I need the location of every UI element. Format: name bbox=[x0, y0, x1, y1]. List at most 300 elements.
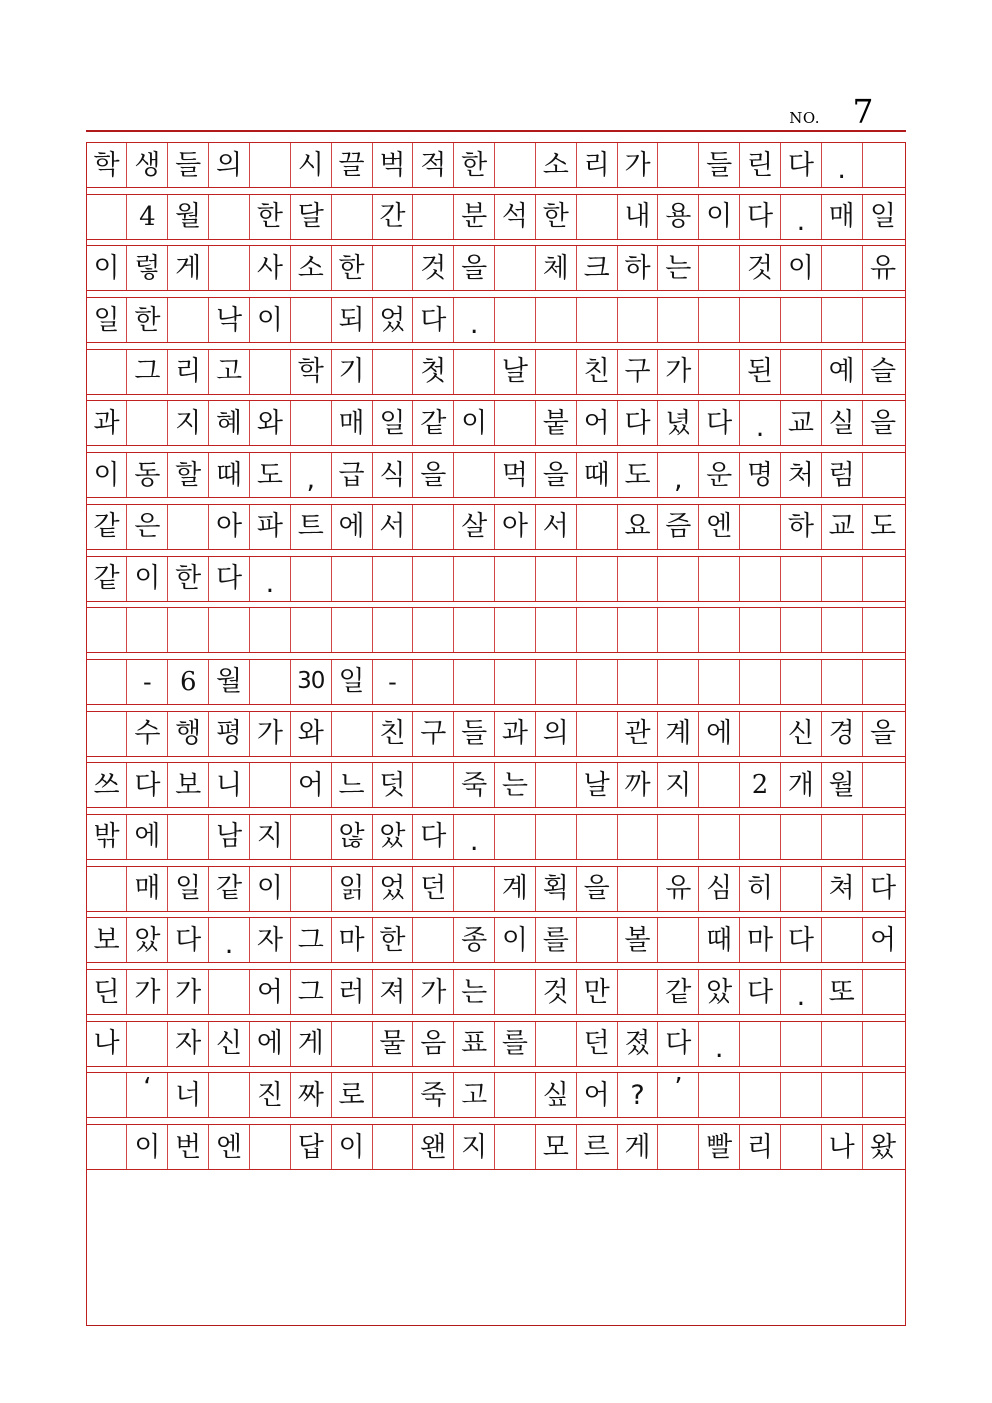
manuscript-cell bbox=[699, 246, 740, 290]
manuscript-cell: 크 bbox=[577, 246, 618, 290]
manuscript-row bbox=[86, 1021, 906, 1067]
manuscript-cell: 개 bbox=[781, 763, 822, 807]
manuscript-cell bbox=[454, 660, 495, 704]
manuscript-cell: 지 bbox=[250, 815, 291, 859]
manuscript-cell bbox=[250, 660, 291, 704]
manuscript-cell: 파 bbox=[250, 505, 291, 549]
manuscript-cell: 왔 bbox=[870, 1131, 897, 1163]
blank-area bbox=[86, 1185, 907, 1325]
manuscript-cell: 았 bbox=[699, 970, 740, 1014]
manuscript-cell: 체 bbox=[536, 246, 577, 290]
manuscript-cell: . bbox=[209, 918, 250, 962]
manuscript-cell: 벅 bbox=[373, 143, 414, 187]
manuscript-cell: 서 bbox=[536, 505, 577, 549]
manuscript-cell bbox=[536, 350, 577, 394]
manuscript-cell: 것 bbox=[740, 246, 781, 290]
manuscript-cell bbox=[740, 712, 781, 756]
manuscript-cell bbox=[413, 608, 454, 652]
manuscript-cell bbox=[740, 505, 781, 549]
manuscript-cell bbox=[373, 350, 414, 394]
manuscript-cell: 지 bbox=[168, 401, 209, 445]
manuscript-cell bbox=[822, 918, 863, 962]
manuscript-cell: 붙 bbox=[536, 401, 577, 445]
manuscript-cell bbox=[658, 660, 699, 704]
manuscript-row bbox=[86, 762, 906, 808]
manuscript-cell: 표 bbox=[454, 1022, 495, 1066]
manuscript-cell: 6 bbox=[168, 660, 209, 704]
manuscript-cell: 하 bbox=[618, 246, 659, 290]
manuscript-cell: . bbox=[250, 557, 291, 601]
manuscript-cell bbox=[495, 557, 536, 601]
manuscript-cell bbox=[577, 557, 618, 601]
manuscript-cell: 가 bbox=[127, 970, 168, 1014]
manuscript-cell: 았 bbox=[373, 815, 414, 859]
manuscript-cell bbox=[332, 557, 373, 601]
manuscript-cell bbox=[740, 815, 781, 859]
manuscript-cell: 짜 bbox=[291, 1073, 332, 1117]
manuscript-cell: 은 bbox=[127, 505, 168, 549]
manuscript-cell: 가 bbox=[168, 970, 209, 1014]
manuscript-cell bbox=[863, 1022, 904, 1066]
manuscript-cell bbox=[618, 298, 659, 342]
manuscript-cell: 읽 bbox=[332, 867, 373, 911]
manuscript-cell: 보 bbox=[168, 763, 209, 807]
manuscript-cell: 을 bbox=[454, 246, 495, 290]
manuscript-cell: 자 bbox=[250, 918, 291, 962]
manuscript-cell: 에 bbox=[127, 815, 168, 859]
manuscript-cell bbox=[168, 608, 209, 652]
manuscript-row bbox=[86, 349, 906, 395]
manuscript-cell bbox=[740, 608, 781, 652]
manuscript-cell: 그 bbox=[127, 350, 168, 394]
manuscript-cell: 아 bbox=[209, 505, 250, 549]
manuscript-cell: 월 bbox=[822, 763, 863, 807]
manuscript-cell bbox=[822, 608, 863, 652]
manuscript-cell: 다 bbox=[209, 557, 250, 601]
manuscript-cell bbox=[658, 1125, 699, 1169]
manuscript-cell: 가 bbox=[618, 143, 659, 187]
manuscript-cell: 평 bbox=[209, 712, 250, 756]
manuscript-cell: 종 bbox=[454, 918, 495, 962]
manuscript-cell bbox=[209, 246, 250, 290]
manuscript-cell bbox=[413, 195, 454, 239]
manuscript-cell bbox=[495, 970, 536, 1014]
manuscript-cell: 한 bbox=[250, 195, 291, 239]
manuscript-cell: 달 bbox=[291, 195, 332, 239]
manuscript-cell: 다 bbox=[781, 918, 822, 962]
manuscript-cell bbox=[454, 557, 495, 601]
manuscript-cell: 도 bbox=[618, 453, 659, 497]
manuscript-cell: 아 bbox=[495, 505, 536, 549]
manuscript-cell: 던 bbox=[577, 1022, 618, 1066]
manuscript-row bbox=[86, 814, 906, 860]
manuscript-cell: 음 bbox=[413, 1022, 454, 1066]
manuscript-cell: 왠 bbox=[413, 1125, 454, 1169]
manuscript-cell bbox=[577, 712, 618, 756]
manuscript-cell: 날 bbox=[495, 350, 536, 394]
manuscript-cell bbox=[495, 401, 536, 445]
manuscript-cell bbox=[250, 608, 291, 652]
manuscript-cell: 다 bbox=[699, 401, 740, 445]
manuscript-cell bbox=[291, 608, 332, 652]
manuscript-row bbox=[86, 1072, 906, 1118]
manuscript-cell: 다 bbox=[168, 918, 209, 962]
manuscript-cell: 낙 bbox=[209, 298, 250, 342]
manuscript-cell: 다 bbox=[127, 763, 168, 807]
manuscript-cell: 먹 bbox=[495, 453, 536, 497]
manuscript-cell: 싶 bbox=[536, 1073, 577, 1117]
manuscript-row bbox=[86, 969, 906, 1015]
manuscript-cell bbox=[699, 1073, 740, 1117]
manuscript-cell: 었 bbox=[373, 298, 414, 342]
manuscript-cell: 혜 bbox=[209, 401, 250, 445]
manuscript-cell bbox=[699, 660, 740, 704]
manuscript-cell: 소 bbox=[536, 143, 577, 187]
manuscript-cell bbox=[863, 143, 904, 187]
manuscript-row bbox=[86, 297, 906, 343]
manuscript-cell: 빨 bbox=[699, 1125, 740, 1169]
manuscript-cell: 엔 bbox=[209, 1125, 250, 1169]
manuscript-cell: 친 bbox=[577, 350, 618, 394]
manuscript-cell: 심 bbox=[699, 867, 740, 911]
manuscript-cell: ? bbox=[618, 1073, 659, 1117]
manuscript-cell: 하 bbox=[781, 505, 822, 549]
manuscript-cell bbox=[495, 143, 536, 187]
manuscript-cell: 를 bbox=[536, 918, 577, 962]
manuscript-cell bbox=[699, 815, 740, 859]
manuscript-cell: 명 bbox=[740, 453, 781, 497]
manuscript-cell bbox=[495, 1073, 536, 1117]
manuscript-cell bbox=[495, 815, 536, 859]
manuscript-cell bbox=[127, 1022, 168, 1066]
manuscript-cell: 진 bbox=[250, 1073, 291, 1117]
manuscript-cell bbox=[577, 815, 618, 859]
manuscript-cell: 과 bbox=[495, 712, 536, 756]
manuscript-cell bbox=[209, 195, 250, 239]
manuscript-cell bbox=[332, 195, 373, 239]
manuscript-cell: 그 bbox=[291, 918, 332, 962]
manuscript-cell: 간 bbox=[373, 195, 414, 239]
manuscript-cell: 았 bbox=[127, 918, 168, 962]
manuscript-cell bbox=[699, 557, 740, 601]
manuscript-cell: 이 bbox=[250, 298, 291, 342]
manuscript-cell: 트 bbox=[291, 505, 332, 549]
manuscript-cell: 게 bbox=[618, 1125, 659, 1169]
manuscript-cell bbox=[373, 1073, 414, 1117]
manuscript-cell bbox=[495, 246, 536, 290]
manuscript-cell: 한 bbox=[332, 246, 373, 290]
manuscript-cell: 때 bbox=[209, 453, 250, 497]
manuscript-cell: 리 bbox=[577, 143, 618, 187]
manuscript-cell: 고 bbox=[454, 1073, 495, 1117]
manuscript-cell bbox=[863, 453, 904, 497]
manuscript-cell: 들 bbox=[699, 143, 740, 187]
manuscript-cell bbox=[209, 608, 250, 652]
manuscript-cell: 다 bbox=[413, 298, 454, 342]
manuscript-cell: 30 bbox=[291, 660, 332, 704]
manuscript-cell: 시 bbox=[291, 143, 332, 187]
manuscript-cell: 같 bbox=[413, 401, 454, 445]
manuscript-cell: 엔 bbox=[699, 505, 740, 549]
manuscript-cell bbox=[373, 1125, 414, 1169]
manuscript-cell: , bbox=[291, 453, 332, 497]
manuscript-cell bbox=[822, 246, 863, 290]
manuscript-cell: 한 bbox=[373, 918, 414, 962]
manuscript-cell: 가 bbox=[658, 350, 699, 394]
manuscript-row bbox=[86, 194, 906, 240]
manuscript-cell bbox=[863, 557, 904, 601]
manuscript-cell bbox=[699, 350, 740, 394]
manuscript-cell bbox=[781, 660, 822, 704]
manuscript-cell: 유 bbox=[870, 252, 897, 284]
manuscript-cell: 던 bbox=[413, 867, 454, 911]
page-number-group bbox=[789, 92, 906, 131]
manuscript-cell: 첫 bbox=[413, 350, 454, 394]
manuscript-cell: 자 bbox=[168, 1022, 209, 1066]
manuscript-cell: 나 bbox=[822, 1125, 863, 1169]
manuscript-cell: 어 bbox=[250, 970, 291, 1014]
manuscript-cell bbox=[658, 143, 699, 187]
manuscript-cell bbox=[373, 608, 414, 652]
manuscript-cell: 나 bbox=[87, 1022, 128, 1066]
manuscript-cell bbox=[250, 1125, 291, 1169]
manuscript-cell bbox=[250, 143, 291, 187]
manuscript-cell: 물 bbox=[373, 1022, 414, 1066]
manuscript-cell bbox=[87, 867, 128, 911]
manuscript-cell bbox=[658, 608, 699, 652]
manuscript-cell: 지 bbox=[454, 1125, 495, 1169]
manuscript-cell: 이 bbox=[127, 1125, 168, 1169]
manuscript-cell bbox=[87, 350, 128, 394]
manuscript-cell bbox=[495, 608, 536, 652]
manuscript-cell: 다 bbox=[781, 143, 822, 187]
manuscript-cell: 이 bbox=[250, 867, 291, 911]
manuscript-cell: 되 bbox=[332, 298, 373, 342]
manuscript-cell bbox=[822, 1022, 863, 1066]
manuscript-cell bbox=[618, 970, 659, 1014]
manuscript-cell: 된 bbox=[740, 350, 781, 394]
manuscript-cell bbox=[781, 557, 822, 601]
manuscript-cell: . bbox=[822, 143, 863, 187]
manuscript-cell: 같 bbox=[87, 505, 128, 549]
manuscript-cell: 월 bbox=[168, 195, 209, 239]
manuscript-cell: 신 bbox=[209, 1022, 250, 1066]
manuscript-cell: 모 bbox=[536, 1125, 577, 1169]
page-number: 7 bbox=[852, 92, 874, 131]
manuscript-cell: 죽 bbox=[413, 1073, 454, 1117]
manuscript-cell: 로 bbox=[332, 1073, 373, 1117]
manuscript-cell: 이 bbox=[454, 401, 495, 445]
manuscript-cell: 들 bbox=[454, 712, 495, 756]
manuscript-cell bbox=[740, 298, 781, 342]
manuscript-cell: 처 bbox=[781, 453, 822, 497]
manuscript-cell: 어 bbox=[870, 924, 897, 956]
manuscript-row bbox=[86, 400, 906, 446]
manuscript-cell bbox=[87, 195, 128, 239]
manuscript-cell bbox=[781, 350, 822, 394]
manuscript-cell bbox=[658, 298, 699, 342]
manuscript-cell bbox=[699, 763, 740, 807]
manuscript-cell bbox=[250, 763, 291, 807]
manuscript-cell bbox=[699, 298, 740, 342]
manuscript-cell: 용 bbox=[658, 195, 699, 239]
manuscript-cell bbox=[127, 608, 168, 652]
manuscript-cell: 요 bbox=[618, 505, 659, 549]
manuscript-cell bbox=[291, 298, 332, 342]
manuscript-cell: 을 bbox=[577, 867, 618, 911]
manuscript-cell: 다 bbox=[740, 970, 781, 1014]
manuscript-cell bbox=[536, 1022, 577, 1066]
manuscript-cell: 이 bbox=[127, 557, 168, 601]
manuscript-cell: 같 bbox=[209, 867, 250, 911]
manuscript-cell: 리 bbox=[168, 350, 209, 394]
manuscript-cell bbox=[618, 815, 659, 859]
no-label: NO. bbox=[789, 109, 820, 127]
manuscript-cell: 밖 bbox=[87, 815, 128, 859]
manuscript-cell: 분 bbox=[454, 195, 495, 239]
manuscript-cell: 러 bbox=[332, 970, 373, 1014]
manuscript-cell: 살 bbox=[454, 505, 495, 549]
manuscript-cell: 마 bbox=[740, 918, 781, 962]
manuscript-cell: 의 bbox=[209, 143, 250, 187]
manuscript-cell bbox=[413, 557, 454, 601]
manuscript-cell: 생 bbox=[127, 143, 168, 187]
manuscript-cell: 끌 bbox=[332, 143, 373, 187]
manuscript-cell: 리 bbox=[740, 1125, 781, 1169]
manuscript-cell: 이 bbox=[87, 246, 128, 290]
manuscript-cell: 와 bbox=[250, 401, 291, 445]
manuscript-cell: . bbox=[454, 815, 495, 859]
manuscript-cell bbox=[495, 1125, 536, 1169]
manuscript-cell bbox=[291, 815, 332, 859]
page-header bbox=[86, 88, 906, 132]
manuscript-cell: 에 bbox=[332, 505, 373, 549]
manuscript-cell: 는 bbox=[495, 763, 536, 807]
manuscript-cell bbox=[781, 1073, 822, 1117]
manuscript-cell: 소 bbox=[291, 246, 332, 290]
manuscript-cell: 교 bbox=[822, 505, 863, 549]
manuscript-cell: 일 bbox=[373, 401, 414, 445]
manuscript-row bbox=[86, 917, 906, 963]
manuscript-cell bbox=[822, 557, 863, 601]
manuscript-cell: 같 bbox=[658, 970, 699, 1014]
manuscript-cell bbox=[822, 660, 863, 704]
manuscript-cell bbox=[536, 763, 577, 807]
manuscript-cell: 운 bbox=[699, 453, 740, 497]
manuscript-cell bbox=[781, 1125, 822, 1169]
manuscript-cell bbox=[168, 298, 209, 342]
manuscript-cell: 고 bbox=[209, 350, 250, 394]
manuscript-cell: 학 bbox=[87, 143, 128, 187]
manuscript-cell bbox=[413, 660, 454, 704]
manuscript-cell bbox=[291, 867, 332, 911]
manuscript-cell: 행 bbox=[168, 712, 209, 756]
manuscript-cell bbox=[536, 815, 577, 859]
manuscript-cell: . bbox=[699, 1022, 740, 1066]
manuscript-cell: 게 bbox=[168, 246, 209, 290]
manuscript-cell: 계 bbox=[658, 712, 699, 756]
manuscript-cell: . bbox=[454, 298, 495, 342]
manuscript-cell: . bbox=[781, 195, 822, 239]
manuscript-cell bbox=[454, 453, 495, 497]
manuscript-cell bbox=[781, 1022, 822, 1066]
manuscript-cell bbox=[740, 660, 781, 704]
manuscript-cell: 것 bbox=[536, 970, 577, 1014]
manuscript-cell: 한 bbox=[536, 195, 577, 239]
manuscript-cell: 수 bbox=[127, 712, 168, 756]
manuscript-grid bbox=[86, 142, 906, 1326]
manuscript-cell bbox=[536, 608, 577, 652]
manuscript-cell bbox=[618, 557, 659, 601]
manuscript-cell: 사 bbox=[250, 246, 291, 290]
manuscript-cell bbox=[781, 815, 822, 859]
manuscript-cell bbox=[781, 608, 822, 652]
manuscript-cell bbox=[168, 505, 209, 549]
manuscript-cell: . bbox=[740, 401, 781, 445]
manuscript-cell bbox=[822, 298, 863, 342]
manuscript-cell bbox=[87, 608, 128, 652]
manuscript-cell bbox=[740, 557, 781, 601]
manuscript-cell: 한 bbox=[454, 143, 495, 187]
manuscript-cell: 서 bbox=[373, 505, 414, 549]
manuscript-cell: 럼 bbox=[822, 453, 863, 497]
manuscript-cell bbox=[658, 918, 699, 962]
manuscript-cell: 매 bbox=[332, 401, 373, 445]
manuscript-cell bbox=[618, 660, 659, 704]
manuscript-cell: 4 bbox=[127, 195, 168, 239]
manuscript-cell: 때 bbox=[577, 453, 618, 497]
manuscript-cell: 다 bbox=[413, 815, 454, 859]
manuscript-row bbox=[86, 245, 906, 291]
manuscript-cell: 어 bbox=[577, 1073, 618, 1117]
manuscript-cell: 급 bbox=[332, 453, 373, 497]
manuscript-cell: 적 bbox=[413, 143, 454, 187]
manuscript-cell bbox=[577, 505, 618, 549]
manuscript-cell bbox=[863, 298, 904, 342]
manuscript-cell: 교 bbox=[781, 401, 822, 445]
manuscript-cell: 할 bbox=[168, 453, 209, 497]
manuscript-cell bbox=[413, 918, 454, 962]
manuscript-cell bbox=[454, 608, 495, 652]
manuscript-cell: 친 bbox=[373, 712, 414, 756]
manuscript-cell bbox=[863, 815, 904, 859]
manuscript-cell: 한 bbox=[168, 557, 209, 601]
manuscript-cell bbox=[863, 763, 904, 807]
manuscript-cell: ‘ bbox=[127, 1073, 168, 1117]
manuscript-cell: 게 bbox=[291, 1022, 332, 1066]
manuscript-cell bbox=[495, 298, 536, 342]
manuscript-cell: 즘 bbox=[658, 505, 699, 549]
manuscript-cell: 않 bbox=[332, 815, 373, 859]
manuscript-cell bbox=[536, 298, 577, 342]
manuscript-cell: 구 bbox=[413, 712, 454, 756]
manuscript-cell: 과 bbox=[87, 401, 128, 445]
manuscript-cell bbox=[373, 246, 414, 290]
manuscript-cell: - bbox=[373, 660, 414, 704]
manuscript-cell: 르 bbox=[577, 1125, 618, 1169]
manuscript-cell: 신 bbox=[781, 712, 822, 756]
manuscript-cell: 이 bbox=[495, 918, 536, 962]
manuscript-cell: 경 bbox=[822, 712, 863, 756]
manuscript-cell: 이 bbox=[781, 246, 822, 290]
manuscript-row bbox=[86, 659, 906, 705]
manuscript-cell: 매 bbox=[822, 195, 863, 239]
manuscript-row bbox=[86, 142, 906, 188]
manuscript-cell: 을 bbox=[870, 718, 897, 750]
manuscript-cell: 일 bbox=[87, 298, 128, 342]
manuscript-cell: 다 bbox=[618, 401, 659, 445]
manuscript-cell bbox=[699, 608, 740, 652]
